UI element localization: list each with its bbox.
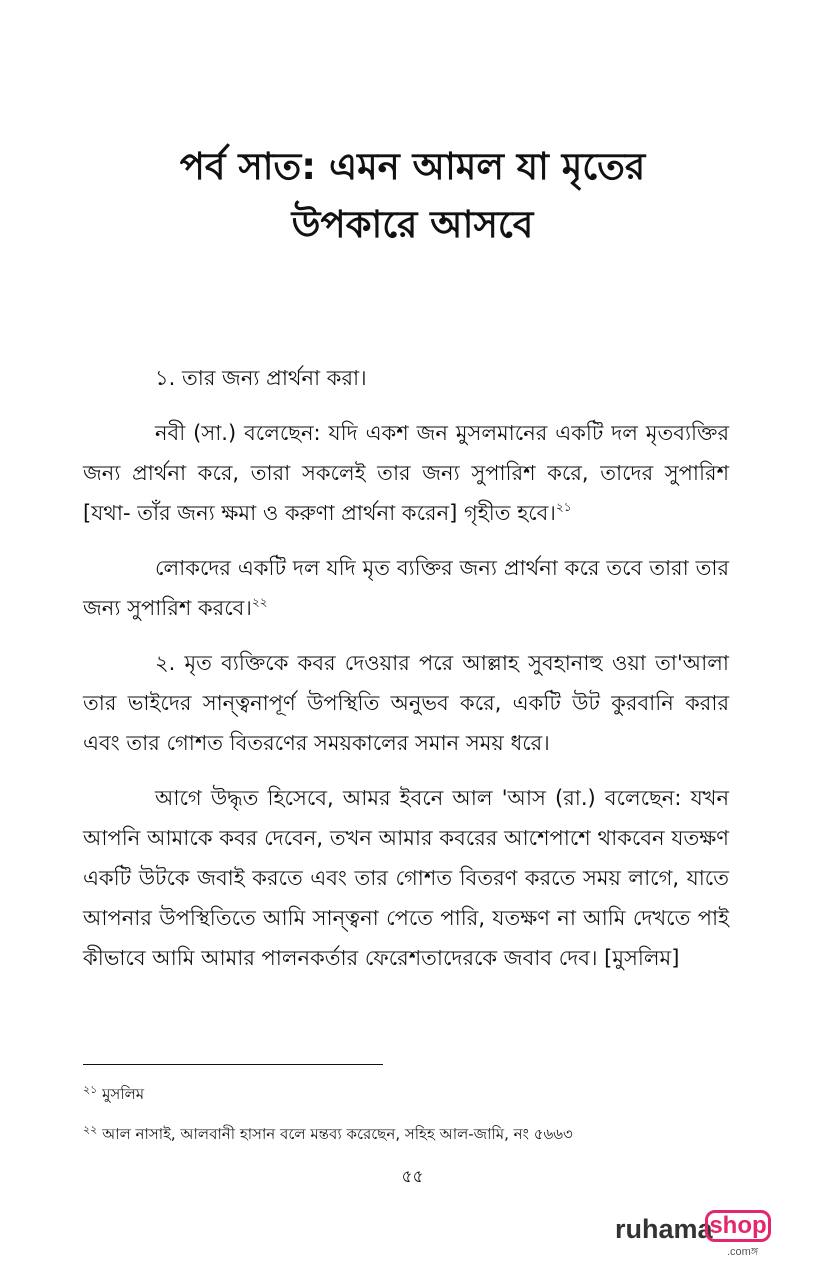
logo-text-com: .comঙ্গ — [727, 1246, 759, 1258]
ruhamashop-logo — [615, 1210, 780, 1265]
footnote-21 — [83, 1084, 144, 1104]
paragraph-2: নবী (সা.) বলেছেন: যদি একশ জন মুসলমানের একটি দল মৃতব্যক্তির জন্য প্রার্থনা করে, তারা সকলেই তার জন্য সুপারিশ করে, তাদের সুপারিশ [যথা- তাঁর জন্য ক্ষমা ও করুণা প্রার্থনা করেন] গৃহীত হবে।$^{২১}$ — [83, 421, 729, 525]
footnote-text: আল নাসাই, আলবানী হাসান বলে মন্তব্য করেছেন, সহিহ আল-জামি, নং ৫৬৬৩ — [102, 1125, 573, 1143]
body-text — [83, 358, 729, 978]
footnote-text: মুসলিম — [102, 1085, 145, 1103]
footnote-divider — [83, 1064, 383, 1065]
footnote-ref-21[interactable]: ২১ — [555, 500, 572, 514]
chapter-title-line-2: উপকারে আসবে — [291, 203, 534, 246]
logo-text-shop: shop — [709, 1212, 767, 1239]
footnote-22 — [83, 1124, 573, 1144]
logo-text-ruhama: ruhama — [615, 1214, 713, 1244]
paragraph-5: আগে উদ্ধৃত হিসেবে, আমর ইবনে আল 'আস (রা.) বলেছেন: যখন আপনি আমাকে কবর দেবেন, তখন আমার কবরের আশেপাশে থাকবেন যতক্ষণ একটি উটকে জবাই করতে এবং তার গোশত বিতরণ করতে সময় লাগে, যাতে আপনার উপস্থিতিতে আমি সান্ত্বনা পেতে পারি, যতক্ষণ না আমি দেখতে পাই কীভাবে আমি আমার পালনকর্তার ফেরেশতাদেরকে জবাব দেব। [মুসলিম] — [83, 786, 729, 970]
footnote-number: ২১ — [83, 1083, 98, 1096]
paragraph-1: ১. তার জন্য প্রার্থনা করা। — [155, 366, 367, 390]
footnote-ref-22[interactable]: ২২ — [251, 595, 268, 609]
footnote-number: ২২ — [83, 1123, 98, 1136]
chapter-title-line-1: পর্ব সাত: এমন আমল যা মৃতের — [179, 145, 646, 188]
paragraph-4: ২. মৃত ব্যক্তিকে কবর দেওয়ার পরে আল্লাহ সুবহানাহু ওয়া তা'আলা তার ভাইদের সান্ত্বনাপূর্ণ উপস্থিতি অনুভব করে, একটি উট কুরবানি করার এবং তার গোশত বিতরণের সময়কালের সমান সময় ধরে। — [83, 651, 729, 755]
paragraph-3: লোকদের একটি দল যদি মৃত ব্যক্তির জন্য প্রার্থনা করে তবে তারা তার জন্য সুপারিশ করবে।$^{২২}$ — [83, 556, 729, 620]
logo-shop-badge — [705, 1210, 771, 1242]
page-number: ৫৫ — [401, 1167, 424, 1187]
